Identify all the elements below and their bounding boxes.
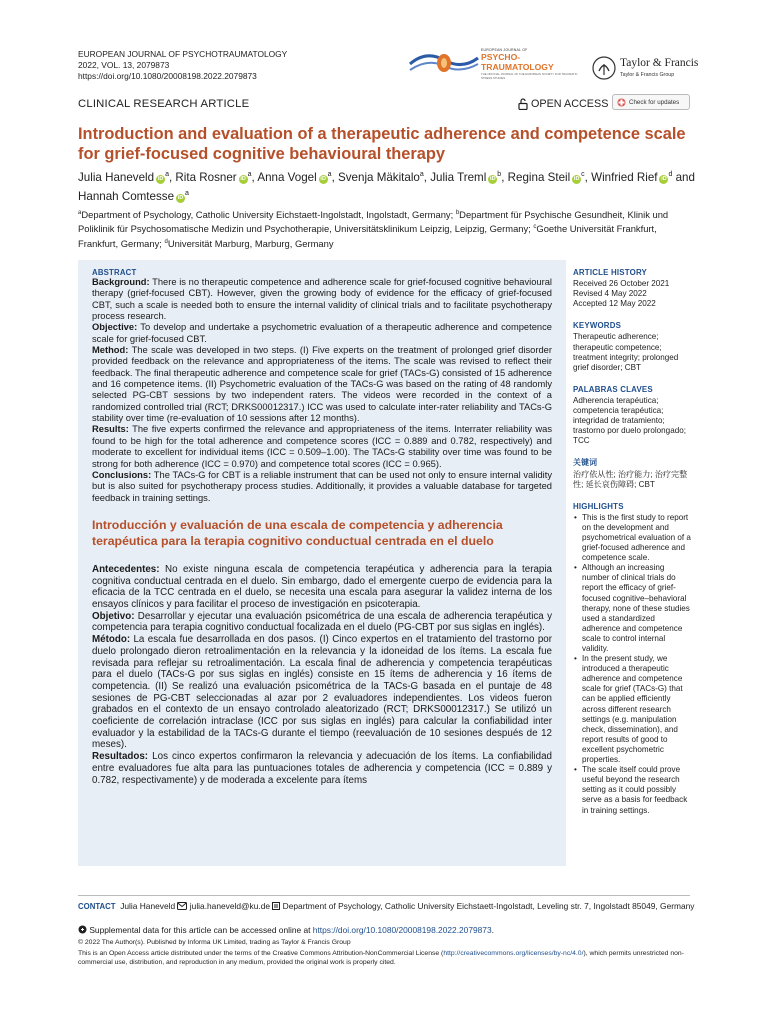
author-affiliation-mark: a (327, 171, 332, 178)
ejpt-logo-small: EUROPEAN JOURNAL OF (481, 48, 528, 52)
author-name: Julia Treml (430, 170, 487, 184)
abstract-box (78, 260, 566, 866)
abstract-paragraph-text: There is no therapeutic competence and adherence scale for grief-focused cognitive behavioural therapy (grief-focused CBT). However, given the growing body of evidence for the efficacy of grief-focused CBT, such a scale is needed both to ensure the internal validity of clinical trials and to facilitate psychotherapy process research. (92, 277, 552, 322)
abstract-paragraph-text: The scale was developed in two steps. (I) Five experts on the treatment of prolonged grief disorder provided feedback on the relevance and appropriateness of the items. The scale was revised to reflect their feedback. The final therapeutic adherence and competence scale for grief (TACs-G) consisted of 15 adherence and 16 competence items. (II) Psychometric evaluation of the TACs-G was based on the rating of 48 randomly selected PG-CBT sessions by two independent raters. The videos were recorded in the context of a randomized controlled trial (RCT; DRKS00012317.) ICC was used to calculate inter-rater reliability and TACs-G stability over time (re-evaluation of 10 sessions after 12 months). (92, 345, 552, 424)
supplemental-icon (78, 925, 87, 934)
spanish-abstract-paragraph (92, 564, 552, 611)
highlights-heading: HIGHLIGHTS (573, 501, 624, 511)
orcid-icon[interactable]: iD (573, 175, 580, 182)
abstract-paragraph-heading: Method: (92, 345, 129, 356)
chinese-keywords-text: 治疗依从性; 治疗能力; 治疗完整性; 延长哀伤障碍; CBT (573, 469, 688, 489)
abstract-paragraph-heading: Objective: (92, 322, 138, 333)
spanish-abstract-paragraph-heading: Antecedentes: (92, 563, 160, 575)
contact-address: Department of Psychology, Catholic University Eichstaett-Ingolstadt, Leveling str. 7, Ingolstadt 85049, Germany (282, 901, 695, 911)
license-link[interactable]: http://creativecommons.org/licenses/by-nc/4.0/ (443, 950, 584, 957)
chinese-keywords-section (573, 458, 691, 489)
highlight-item: • This is the first study to report on the development and psychometrical evaluation of a grief-focused adherence and competence scale. (573, 513, 691, 563)
abstract-paragraph (92, 277, 552, 322)
affiliations (78, 207, 698, 250)
supplemental-note (78, 925, 698, 936)
abstract-label: ABSTRACT (92, 268, 137, 277)
author-name: Svenja Mäkitalo (338, 170, 420, 184)
spanish-abstract-paragraph-heading: Método: (92, 634, 131, 646)
supplemental-end: . (491, 925, 494, 935)
spanish-abstract-paragraph-text: Los cinco expertos confirmaron la relevancia y adecuación de los ítems. La confiabilidad entre evaluadores fue alta para las puntuaciones totales de adherencia y competencia (ICC = 0.889 y 0.782, respectivamente) y de moderada a excelente para ítems (92, 751, 552, 786)
publisher-group: Taylor & Francis Group (620, 72, 675, 78)
author-affiliation-mark: b (497, 171, 502, 178)
address-icon (272, 902, 280, 910)
keywords-heading: KEYWORDS (573, 321, 622, 331)
orcid-icon[interactable]: iD (490, 175, 496, 182)
ejpt-logo-line2: TRAUMATOLOGY (481, 62, 554, 72)
article-title: Introduction and evaluation of a therapeutic adherence and competence scale for grief-focused cognitive behavioural therapy (78, 125, 686, 163)
author-name: Rita Rosner (175, 170, 237, 184)
palabras-heading: PALABRAS CLAVES (573, 384, 653, 394)
chinese-keywords-heading: 关键词 (573, 458, 598, 468)
check-updates-label: Check for updates (629, 98, 680, 106)
ejpt-logo-line1: PSYCHO- (481, 52, 521, 62)
article-sidebar (573, 268, 691, 828)
spanish-abstract-paragraph-text: Desarrollar y ejecutar una evaluación psicométrica de una escala de adherencia terapéutica y competencia para terapia cognitivo conductual focalizada en el duelo (PG-CBT por sus siglas en inglés). (92, 610, 552, 634)
taylor-francis-icon (592, 55, 616, 81)
check-updates-button[interactable] (612, 94, 690, 110)
footer-divider (78, 895, 690, 896)
spanish-abstract-paragraph (92, 634, 552, 751)
contact-email[interactable]: julia.haneveld@ku.de (189, 901, 271, 911)
highlight-item: • In the present study, we introduced a therapeutic adherence and competence scale for grief (TACs-G) that can be applied efficiently across different research settings (e.g. manipulation check, dissemination), and report results of good to excellent psychometric properties. (573, 654, 691, 765)
ejpt-logo-sub: THE OFFICIAL JOURNAL OF THE EUROPEAN SOCIETY FOR TRAUMATIC STRESS STUDIES (481, 72, 578, 80)
email-icon (177, 902, 187, 910)
crossmark-icon (617, 98, 626, 107)
affiliation-mark: b (455, 210, 460, 216)
author-name: Regina Steil (507, 170, 571, 184)
abstract-paragraph-text: The TACs-G for CBT is a reliable instrument that can be used not only to ensure internal validity but is also suited for psychotherapy process studies. Additionally, it provides a valuable database for targeted feedback in training settings. (92, 469, 552, 503)
orcid-icon[interactable]: iD (320, 175, 326, 182)
abstract-paragraph-heading: Conclusions: (92, 469, 152, 480)
affiliation-mark: c (533, 224, 537, 231)
author-affiliation-mark: a (185, 190, 189, 198)
ejpt-wave-icon (408, 44, 480, 86)
spanish-title: Introducción y evaluación de una escala de competencia y adherencia terapéutica para la terapia cognitivo conductual centrada en el duelo (92, 517, 503, 548)
author-name: Hannah Comtesse (78, 189, 175, 203)
open-access-label: OPEN ACCESS (531, 98, 609, 110)
highlight-item: • Although an increasing number of clinical trials do report the efficacy of grief-focused cognitive–behavioral therapy, none of these studies used a standardized adherence and competence scale to control internal validity. (573, 563, 691, 654)
spanish-abstract-paragraph-text: La escala fue desarrollada en dos pasos. (I) Cinco expertos en el tratamiento del trastorno por duelo prolongado dieron retroalimentación en la relevancia y la idoneidad de los ítems. La escala fue revisada para reflejar su retroalimentación. La escala final de adherencia y competencia terapéuticas para el duelo (TACs-G por sus siglas en inglés) consiste en 15 ítems de adherencia y 16 ítems de competencia. (II) Se realizó una evaluación psicométrica de la TACs-G basada en el puntaje de 48 sesiones de PG-CBT seleccionadas al azar por 2 evaluadores independientes. Los videos fueron grabados en el contexto de un ensayo controlado aleatorizado (RCT; DRKS00012317.) Se utilizó un coeficiente de correlación intraclase (ICC por sus siglas en inglés) para calcular la confiabilidad inter evaluador y la estabilidad de la TACs-G durante el tiempo (reevaluación de 10 sesiones después de 12 meses). (92, 634, 552, 751)
article-type: CLINICAL RESEARCH ARTICLE (78, 98, 250, 110)
orcid-icon[interactable]: iD (240, 175, 246, 182)
palabras-text: Adherencia terapéutica; competencia terapéutica; integridad de tratamiento; trastorno por duelo prolongado; TCC (573, 395, 686, 446)
spanish-abstract-paragraph-text: No existe ninguna escala de competencia terapéutica y adherencia para la terapia cognitiva conductual centrada en el duelo. Sin embargo, dado el emergente cuerpo de evidencia para la eficacia de la TCC centrada en el duelo, se necesita una escala para asegurar la validez interna de los ensayos clínicos y para facilitar el proceso de investigación en psicoterapia. (92, 563, 552, 610)
abstract-paragraph (92, 322, 552, 345)
affiliation-text: Department of Psychology, Catholic University Eichstaett-Ingolstadt, Ingolstadt, Germany; (81, 209, 456, 221)
open-lock-icon (518, 98, 528, 110)
publisher-name: Taylor & Francis (620, 57, 699, 69)
open-access-badge (518, 98, 608, 110)
spanish-abstract-text (92, 564, 552, 786)
abstract-paragraph (92, 424, 552, 469)
article-history-heading: ARTICLE HISTORY (573, 268, 648, 277)
affiliation-mark: a (78, 210, 82, 216)
palabras-section (573, 385, 691, 447)
spanish-abstract-paragraph-heading: Objetivo: (92, 610, 135, 622)
history-accepted: Accepted 12 May 2022 (573, 299, 656, 309)
orcid-icon[interactable]: iD (661, 175, 667, 182)
history-revised: Revised 4 May 2022 (573, 289, 647, 299)
orcid-icon[interactable]: iD (177, 194, 184, 201)
highlight-item: • The scale itself could prove useful beyond the research setting as it could possibly serve as a basis for feedback in training settings. (573, 765, 691, 815)
author-affiliation-mark: c (581, 171, 585, 178)
orcid-icon[interactable]: iD (157, 175, 164, 182)
license-text-end: ), which permits unrestricted non-commercial use, distribution, and reproduction in any medium, provided the original work is properly cited. (78, 950, 684, 967)
journal-volume: 2022, VOL. 13, 2079873 (78, 60, 170, 70)
publisher-logo (592, 55, 702, 85)
journal-info (78, 49, 287, 82)
abstract-paragraph-text: The five experts confirmed the relevance and appropriateness of the items. Interrater reliability was found to be high for the total adherence and competence scores (ICC = 0.889 and 0.782, respectively) and moderate to excellent for individual items (ICC = 0.509–1.00). The TACs-G stability over time was found to be strong for both adherence (ICC = 0.970) and competence total scores (ICC = 0.965). (92, 424, 552, 469)
affiliation-text: Department für Psychische Gesundheit, Klinik und Poliklinik für Psychosomatische Medizin und Psychotherapie, Universitätsklinikum Leipzig, Leipzig, Germany; (78, 209, 669, 235)
license-text: This is an Open Access article distributed under the terms of the Creative Commons Attribution-NonCommercial License ( (78, 950, 444, 957)
spanish-abstract-paragraph (92, 751, 552, 786)
highlights-list (573, 513, 691, 816)
affiliation-mark: d (164, 238, 168, 245)
journal-doi-link[interactable]: https://doi.org/10.1080/20008198.2022.2079873 (78, 71, 257, 81)
spanish-abstract-paragraph (92, 611, 552, 634)
contact-info (78, 901, 698, 912)
abstract-paragraph-text: To develop and undertake a psychometric evaluation of a therapeutic adherence and competence scale for grief-focused CBT. (92, 322, 552, 344)
article-history-section (573, 268, 691, 309)
journal-name: EUROPEAN JOURNAL OF PSYCHOTRAUMATOLOGY (78, 49, 288, 59)
keywords-section (573, 321, 691, 372)
supplemental-text: Supplemental data for this article can be accessed online at (89, 925, 313, 935)
author-name: Anna Vogel (257, 170, 317, 184)
history-received: Received 26 October 2021 (573, 279, 670, 289)
spanish-abstract-paragraph-heading: Resultados: (92, 751, 149, 763)
author-name: Winfried Rief (591, 170, 658, 184)
abstract-paragraph (92, 470, 552, 504)
author-list: Julia Haneveld $iD^a$, Rita Rosner $iD^a$, Anna Vogel $iD^a$, Svenja Mäkitalo$^a$, Julia Treml $iD^b$, Regina Steil $iD^c$, Winfried Rief $iD^d$ and Hannah Comtesse $iD^a$ (78, 170, 695, 203)
keywords-text: Therapeutic adherence; therapeutic competence; treatment integrity; prolonged grief disorder; CBT (573, 332, 679, 372)
author-affiliation-mark: d (668, 171, 673, 178)
author-affiliation-mark: a (247, 171, 252, 178)
contact-name: Julia Haneveld (120, 901, 176, 911)
author-affiliation-mark: a (165, 171, 169, 178)
abstract-paragraph-heading: Background: (92, 277, 150, 287)
license-notice (78, 949, 698, 967)
abstract-paragraph-heading: Results: (92, 424, 129, 435)
abstract-text (92, 277, 552, 504)
contact-label: CONTACT (78, 902, 116, 911)
copyright-notice: © 2022 The Author(s). Published by Informa UK Limited, trading as Taylor & Francis Group (78, 939, 351, 946)
abstract-paragraph (92, 345, 552, 424)
author-name: Julia Haneveld (78, 170, 155, 184)
supplemental-link[interactable]: https://doi.org/10.1080/20008198.2022.2079873 (312, 925, 492, 935)
affiliation-text: Universität Marburg, Marburg, Germany (167, 237, 334, 249)
ejpt-logo (408, 44, 588, 86)
author-affiliation-mark: a (419, 171, 424, 178)
affiliation-text: Goethe Universität Frankfurt, Frankfurt, Germany; (78, 223, 657, 249)
highlights-section (573, 502, 691, 816)
